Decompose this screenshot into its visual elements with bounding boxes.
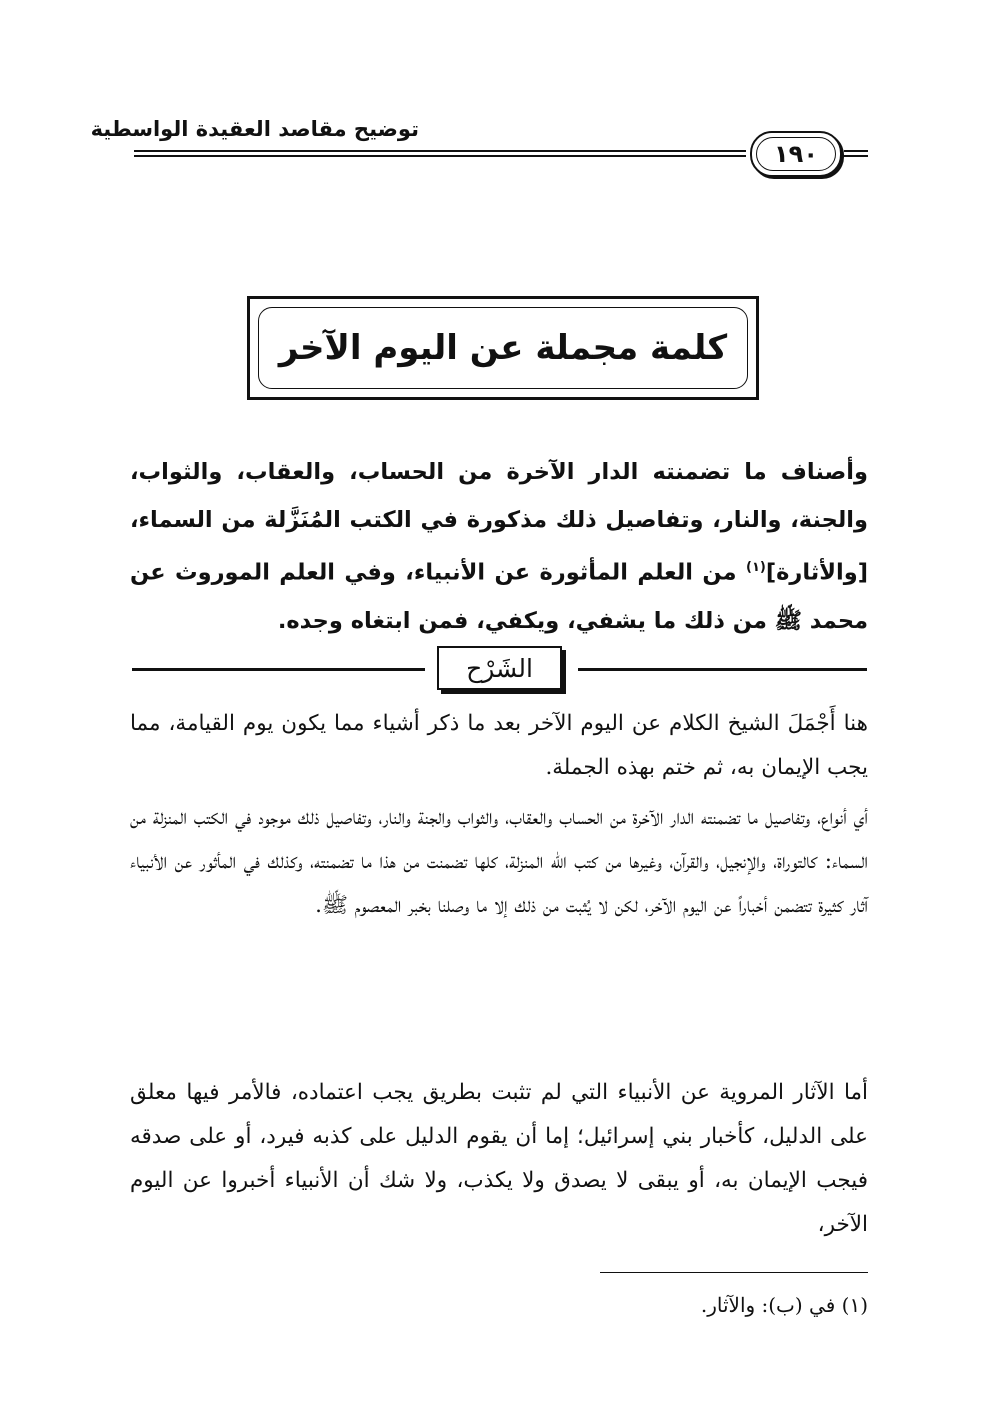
commentary-paragraph-1: هنا أَجْمَلَ الشيخ الكلام عن اليوم الآخر بعد ما ذكر أشياء مما يكون يوم القيامة، مما يجب الإيمان به، ثم ختم بهذه الجملة.	[130, 711, 868, 780]
page-number: ١٩٠	[774, 140, 818, 168]
running-title: توضيح مقاصد العقيدة الواسطية	[90, 117, 419, 141]
header-rule-bottom	[134, 155, 746, 157]
sharh-heading: الشَرْح	[466, 653, 533, 683]
sharh-heading-box	[437, 646, 562, 690]
footnote: (١) في (ب): والآثار.	[700, 1293, 868, 1317]
footnote-separator	[600, 1272, 868, 1273]
section-title-inner-frame	[258, 307, 748, 389]
sharh-divider-left	[132, 668, 425, 671]
page-number-badge	[750, 131, 842, 177]
intro-paragraph	[130, 448, 868, 645]
header-stub-bottom	[844, 155, 868, 157]
commentary-paragraph-3: أما الآثار المروية عن الأنبياء التي لم تثبت بطريق يجب اعتماده، فالأمر فيها معلق على الدليل، كأخبار بني إسرائيل؛ إما أن يقوم الدليل على كذبه فيرد، أو على صدقه فيجب الإيمان به، أو يبقى لا يصدق ولا يكذب، ولا شك أن الأنبياء أخبروا عن اليوم الآخر،	[130, 1080, 868, 1237]
header-stub-top	[844, 150, 868, 152]
page-number-frame	[756, 137, 836, 171]
section-title: كلمة مجملة عن اليوم الآخر	[278, 328, 728, 368]
section-title-frame	[247, 296, 759, 400]
footnote-reference[interactable]: (١)	[746, 560, 766, 575]
sharh-divider-right	[578, 668, 867, 671]
intro-text-before-ref: وأصناف ما تضمنته الدار الآخرة من الحساب، والعقاب، والثواب، والجنة، والنار، وتفاصيل ذلك مذكورة في الكتب المُنَزَّلة من السماء، [والأثارة]	[130, 459, 868, 586]
commentary-paragraph-2: أي أنواع، وتفاصيل ما تضمنته الدار الآخرة من الحساب والعقاب، والثواب والجنة والنار، وتفاصيل ذلك موجود في الكتب المنزلة من السماء: كالتوراة، والإنجيل، والقرآن، وغيرها من كتب الله المنزلة، كلها تضمنت من هذا ما تضمنته، وكذلك في المأثور عن الأنبياء آثار كثيرة تتضمن أخباراً عن اليوم الآخر، لكن لا يُثبت من ذلك إلا ما وصلنا بخبر المعصوم ﷺ.	[130, 805, 868, 918]
intro-text-after-ref: من العلم المأثورة عن الأنبياء، وفي العلم الموروث عن محمد ﷺ من ذلك ما يشفي، ويكفي، فمن ابتغاه وجده.	[130, 559, 868, 634]
header-rule-top	[134, 150, 746, 152]
